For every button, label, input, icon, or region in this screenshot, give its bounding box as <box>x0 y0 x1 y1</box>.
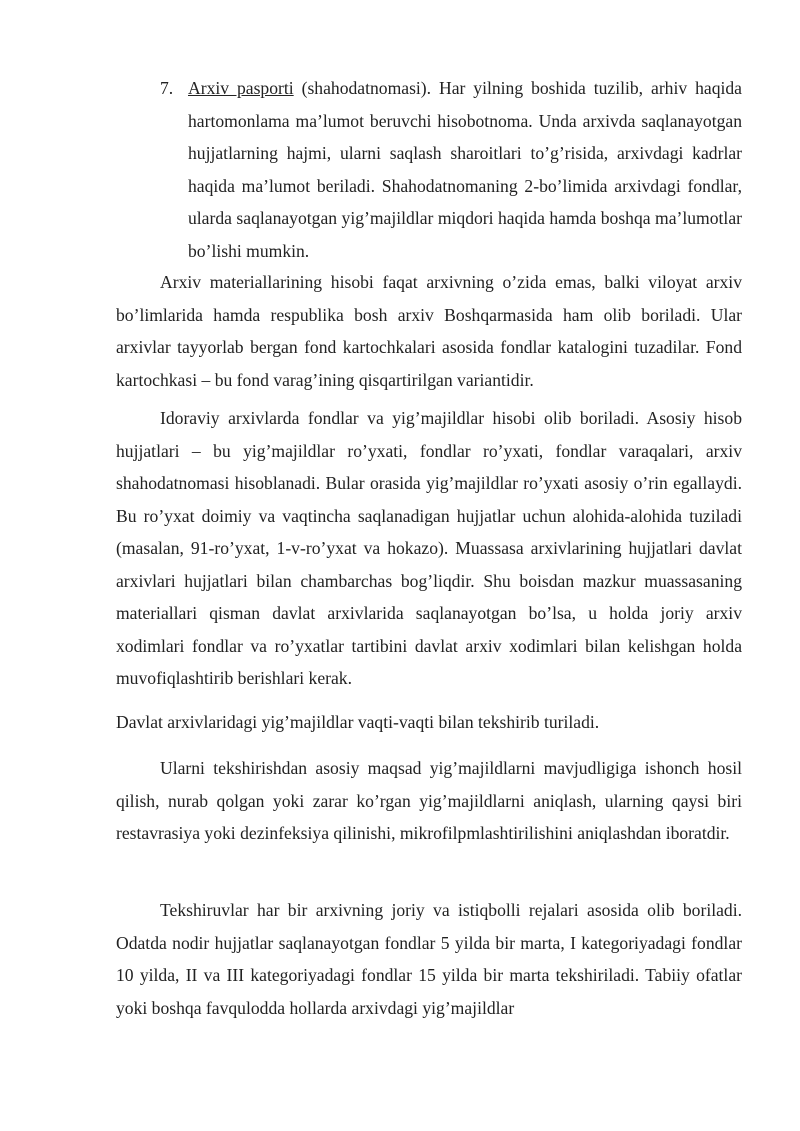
list-item-text: (shahodatnomasi). Har yilning boshida tuzilib, arhiv haqida hartomonlama ma’lumot beruvchi hisobotnoma. Unda arxivda saqlanayotgan hujjatlarning hajmi, ularni saqlash sharoitlari to’g’risida, arxivdagi kadrlar haqida ma’lumot beriladi. Shahodatnomaning 2-bo’limida arxivdagi fondlar, ularda saqlanayotgan yig’majildlar miqdori haqida hamda boshqa ma’lumotlar bo’lishi mumkin. <box>188 78 742 261</box>
list-item-7 <box>160 72 742 267</box>
paragraph-1: Arxiv materiallarining hisobi faqat arxivning o’zida emas, balki viloyat arxiv bo’limlarida hamda respublika bosh arxiv Boshqarmasida ham olib boriladi. Ular arxivlar tayyorlab bergan fond kartochkalari asosida fondlar katalogini tuzadilar. Fond kartochkasi – bu fond varag’ining qisqartirilgan variantidir. <box>116 272 742 390</box>
list-item-body <box>188 72 742 267</box>
paragraph-5: Tekshiruvlar har bir arxivning joriy va istiqbolli rejalari asosida olib boriladi. Odatda nodir hujjatlar saqlanayotgan fondlar 5 yilda bir marta, I kategoriyadagi fondlar 10 yilda, II va III kategoriyadagi fondlar 15 yilda bir marta tekshiriladi. Tabiiy ofatlar yoki boshqa favqulodda hollarda arxivdagi yig’majildlar <box>116 900 742 1018</box>
list-number: 7. <box>160 78 174 98</box>
arxiv-pasporti-link[interactable]: Arxiv pasporti <box>188 78 294 98</box>
paragraph-3: Davlat arxivlaridagi yig’majildlar vaqti-vaqti bilan tekshirib turiladi. <box>116 712 600 732</box>
paragraph-4: Ularni tekshirishdan asosiy maqsad yig’majildlarni mavjudligiga ishonch hosil qilish, nurab qolgan yoki zarar ko’rgan yig’majildlarni aniqlash, ularning qaysi biri restavrasiya yoki dezinfeksiya qilinishi, mikrofilpmlashtirilishini aniqlashdan iboratdir. <box>116 758 742 843</box>
paragraph-2: Idoraviy arxivlarda fondlar va yig’majildlar hisobi olib boriladi. Asosiy hisob hujjatlari – bu yig’majildlar ro’yxati, fondlar ro’yxati, fondlar varaqalari, arxiv shahodatnomasi hisoblanadi. Bular orasida yig’majildlar ro’yxati asosiy o’rin egallaydi. Bu ro’yxat doimiy va vaqtincha saqlanadigan hujjatlar uchun alohida-alohida tuziladi (masalan, 91-ro’yxat, 1-v-ro’yxat va hokazo). Muassasa arxivlarining hujjatlari davlat arxivlari hujjatlari bilan chambarchas bog’liqdir. Shu boisdan mazkur muassasaning materiallari qisman davlat arxivlarida saqlanayotgan bo’lsa, u holda joriy arxiv xodimlari fondlar va ro’yxatlar tartibini davlat arxiv xodimlari bilan kelishgan holda muvofiqlashtirib berishlari kerak. <box>116 408 742 688</box>
